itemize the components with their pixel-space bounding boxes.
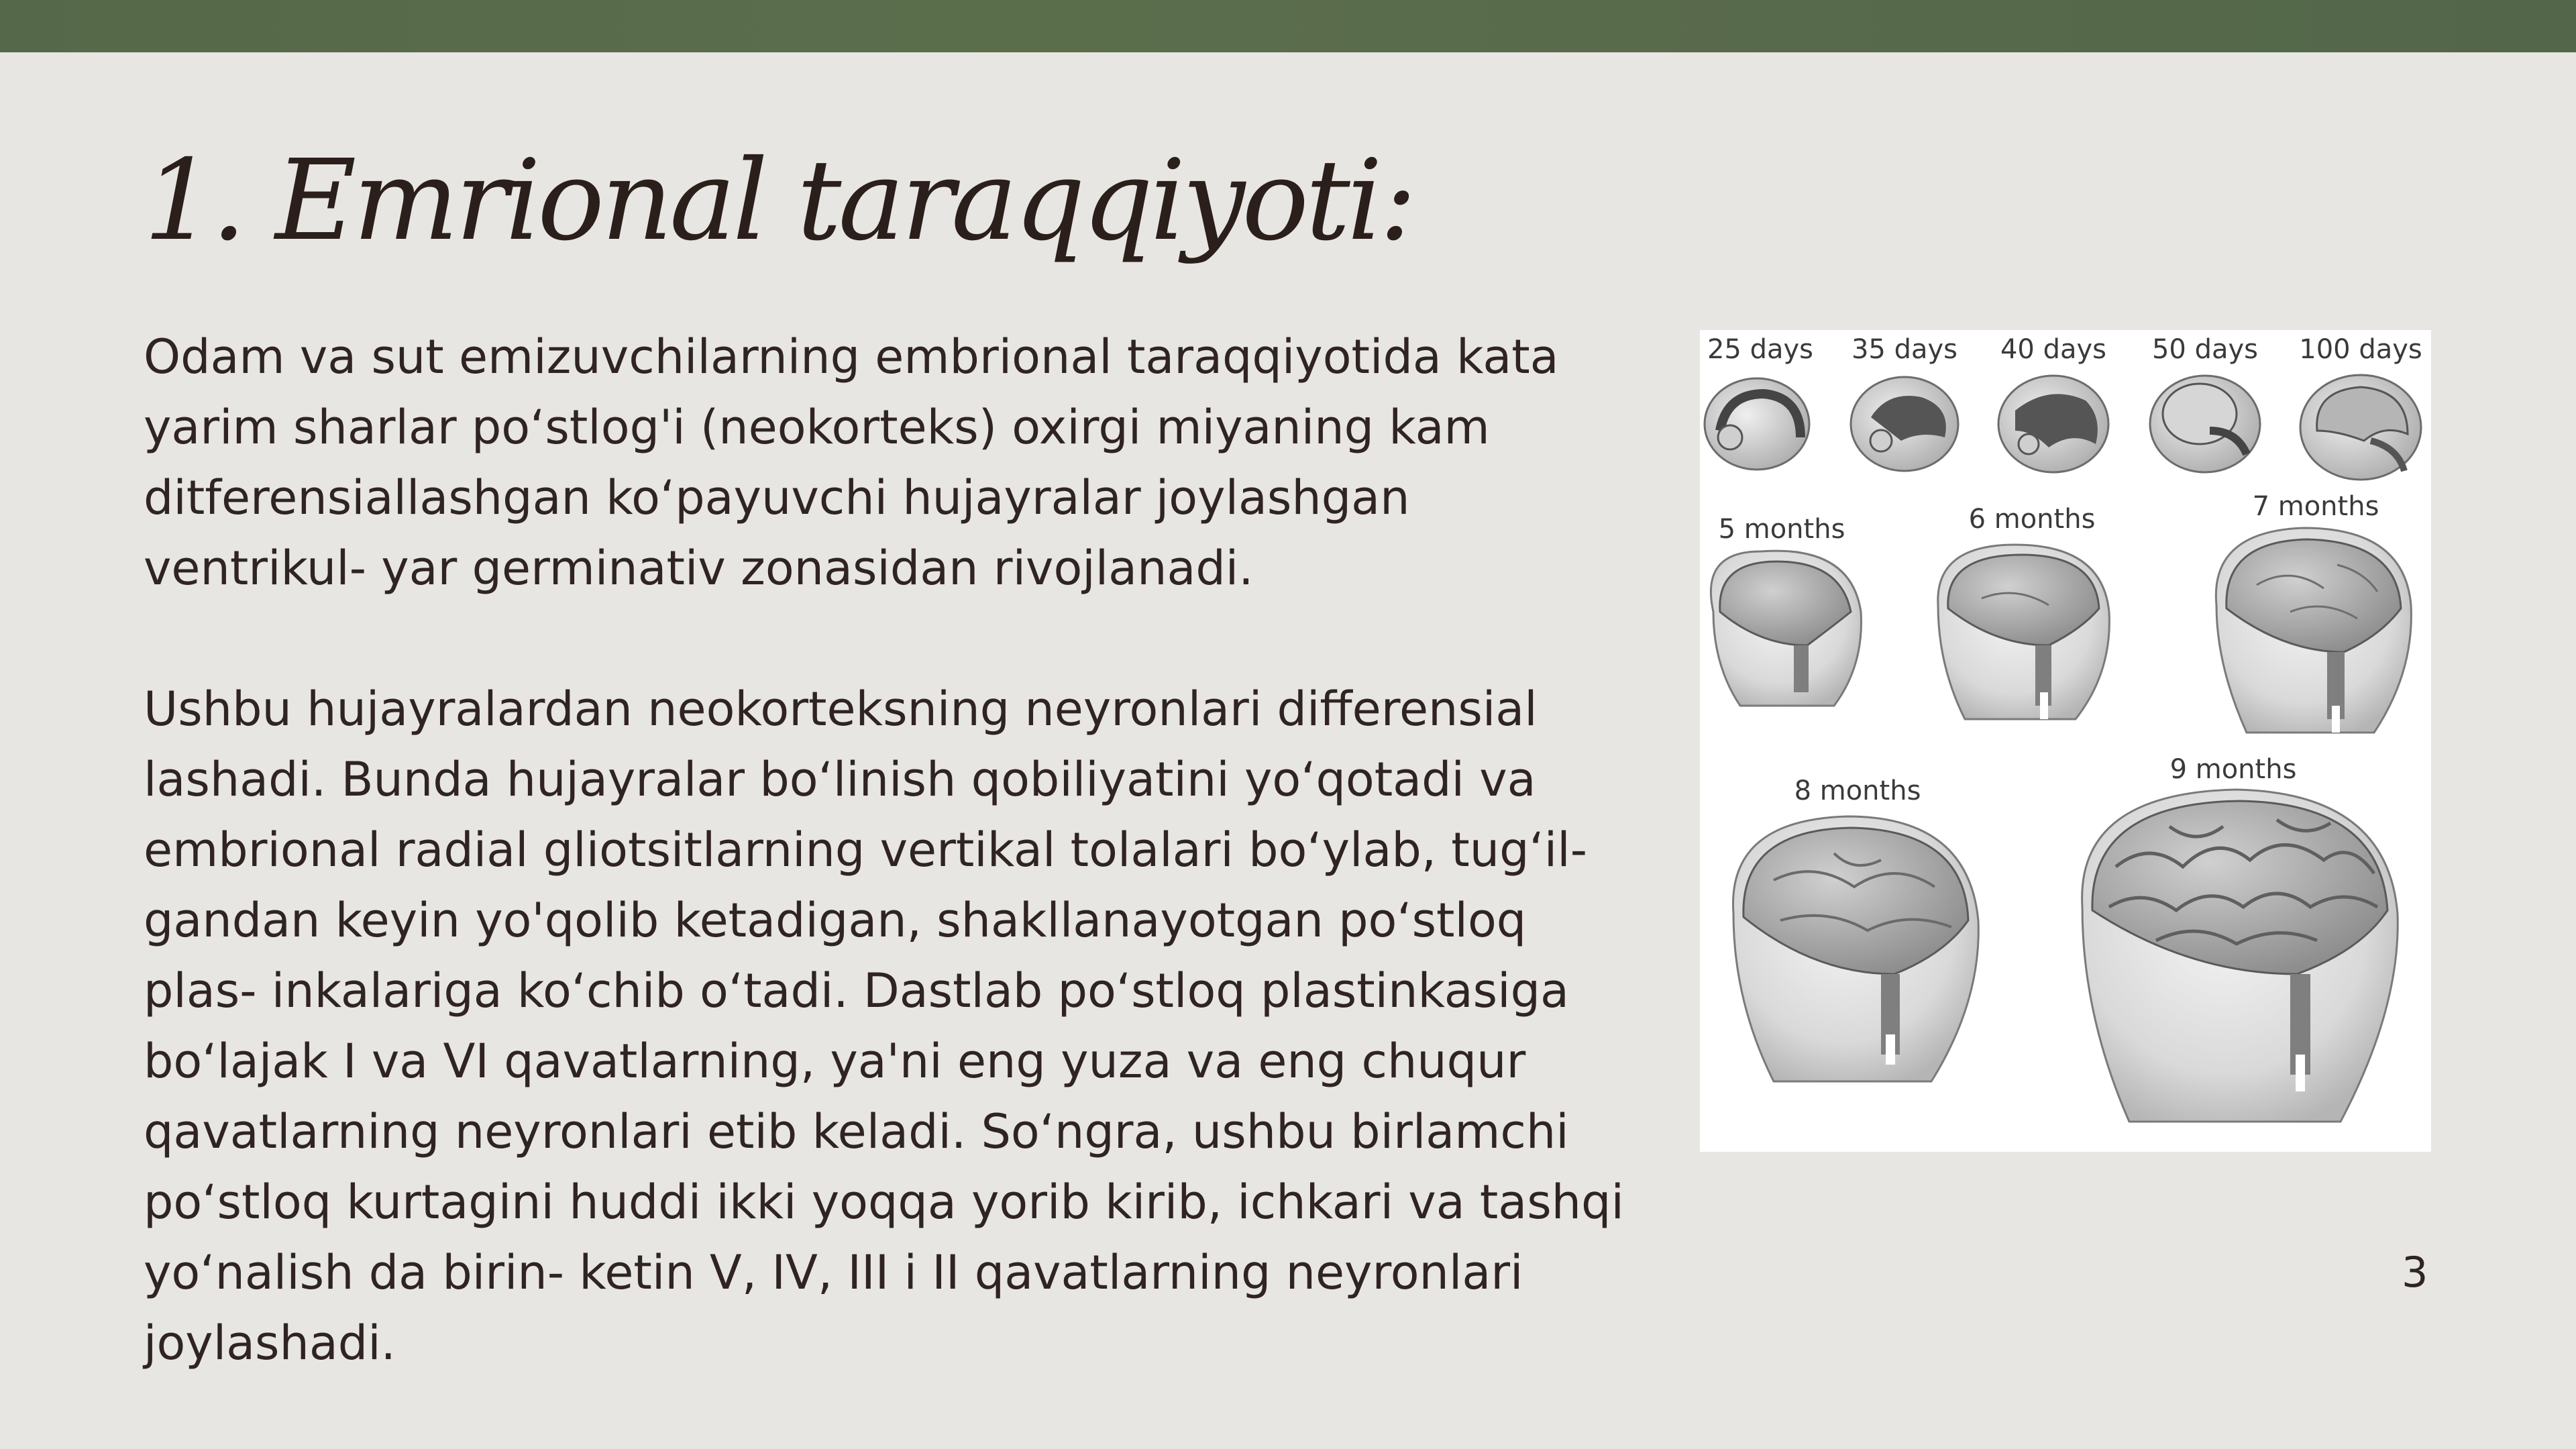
text-line: yarim sharlar poʻstlog'i (neokorteks) oxirgi miyaning kam [144,400,1490,455]
text-line: plas- inkalariga koʻchib oʻtadi. Dastlab poʻstloq plastinkasiga [144,963,1569,1018]
text-line: Odam va sut emizuvchilarning embrional taraqqiyotida kata [144,329,1559,384]
text-line: joylashadi. [144,1316,396,1371]
label-100-days: 100 days [2299,334,2422,365]
fetus-head-9-months [2082,790,2398,1122]
label-7-months: 7 months [2252,491,2379,522]
slide-body [144,322,1633,1379]
embryo-40-days [1998,376,2108,472]
label-8-months: 8 months [1794,775,1921,806]
text-line: ventrikul- yar germinativ zonasidan rivojlanadi. [144,541,1254,596]
fetus-head-6-months [1938,545,2110,719]
label-35-days: 35 days [1851,334,1958,365]
fetus-head-5-months [1711,551,1861,706]
label-5-months: 5 months [1718,514,1845,545]
text-line: ditferensiallashgan koʻpayuvchi hujayralar joylashgan [144,470,1410,525]
paragraph-1 [144,322,1633,604]
label-40-days: 40 days [2000,334,2107,365]
embryo-25-days [1705,378,1809,470]
label-50-days: 50 days [2151,334,2259,365]
text-line: embrional radial gliotsitlarning vertikal tolalari boʻylab, tugʻil- [144,822,1587,877]
brain-development-svg [1700,330,2431,1152]
text-line: Ushbu hujayralardan neokorteksning neyronlari differensial [144,682,1538,737]
text-line: lashadi. Bunda hujayralar boʻlinish qobiliyatini yoʻqotadi va [144,752,1536,807]
embryo-100-days [2300,375,2421,480]
embryo-50-days [2150,376,2260,472]
embryo-35-days [1851,377,1958,471]
label-25-days: 25 days [1707,334,1814,365]
label-6-months: 6 months [1968,504,2096,535]
text-line: poʻstloq kurtagini huddi ikki yoqqa yorib kirib, ichkari va tashqi [144,1175,1624,1230]
top-accent-band [0,0,2576,52]
text-line: gandan keyin yo'qolib ketadigan, shakllanayotgan poʻstloq [144,893,1527,948]
text-line: boʻlajak I va VI qavatlarning, ya'ni eng yuza va eng chuqur [144,1034,1526,1089]
page-number: 3 [2402,1248,2428,1297]
fetus-head-8-months [1733,816,1978,1081]
paragraph-2 [144,674,1633,1379]
fetus-head-7-months [2216,528,2411,733]
label-9-months: 9 months [2169,754,2297,785]
brain-development-illustration [1700,330,2431,1152]
slide-title: 1. Emrional taraqqiyoti: [144,136,1413,266]
text-line: yoʻnalish da birin- ketin V, IV, III i II qavatlarning neyronlari [144,1245,1523,1300]
text-line: qavatlarning neyronlari etib keladi. Soʻngra, ushbu birlamchi [144,1104,1569,1159]
